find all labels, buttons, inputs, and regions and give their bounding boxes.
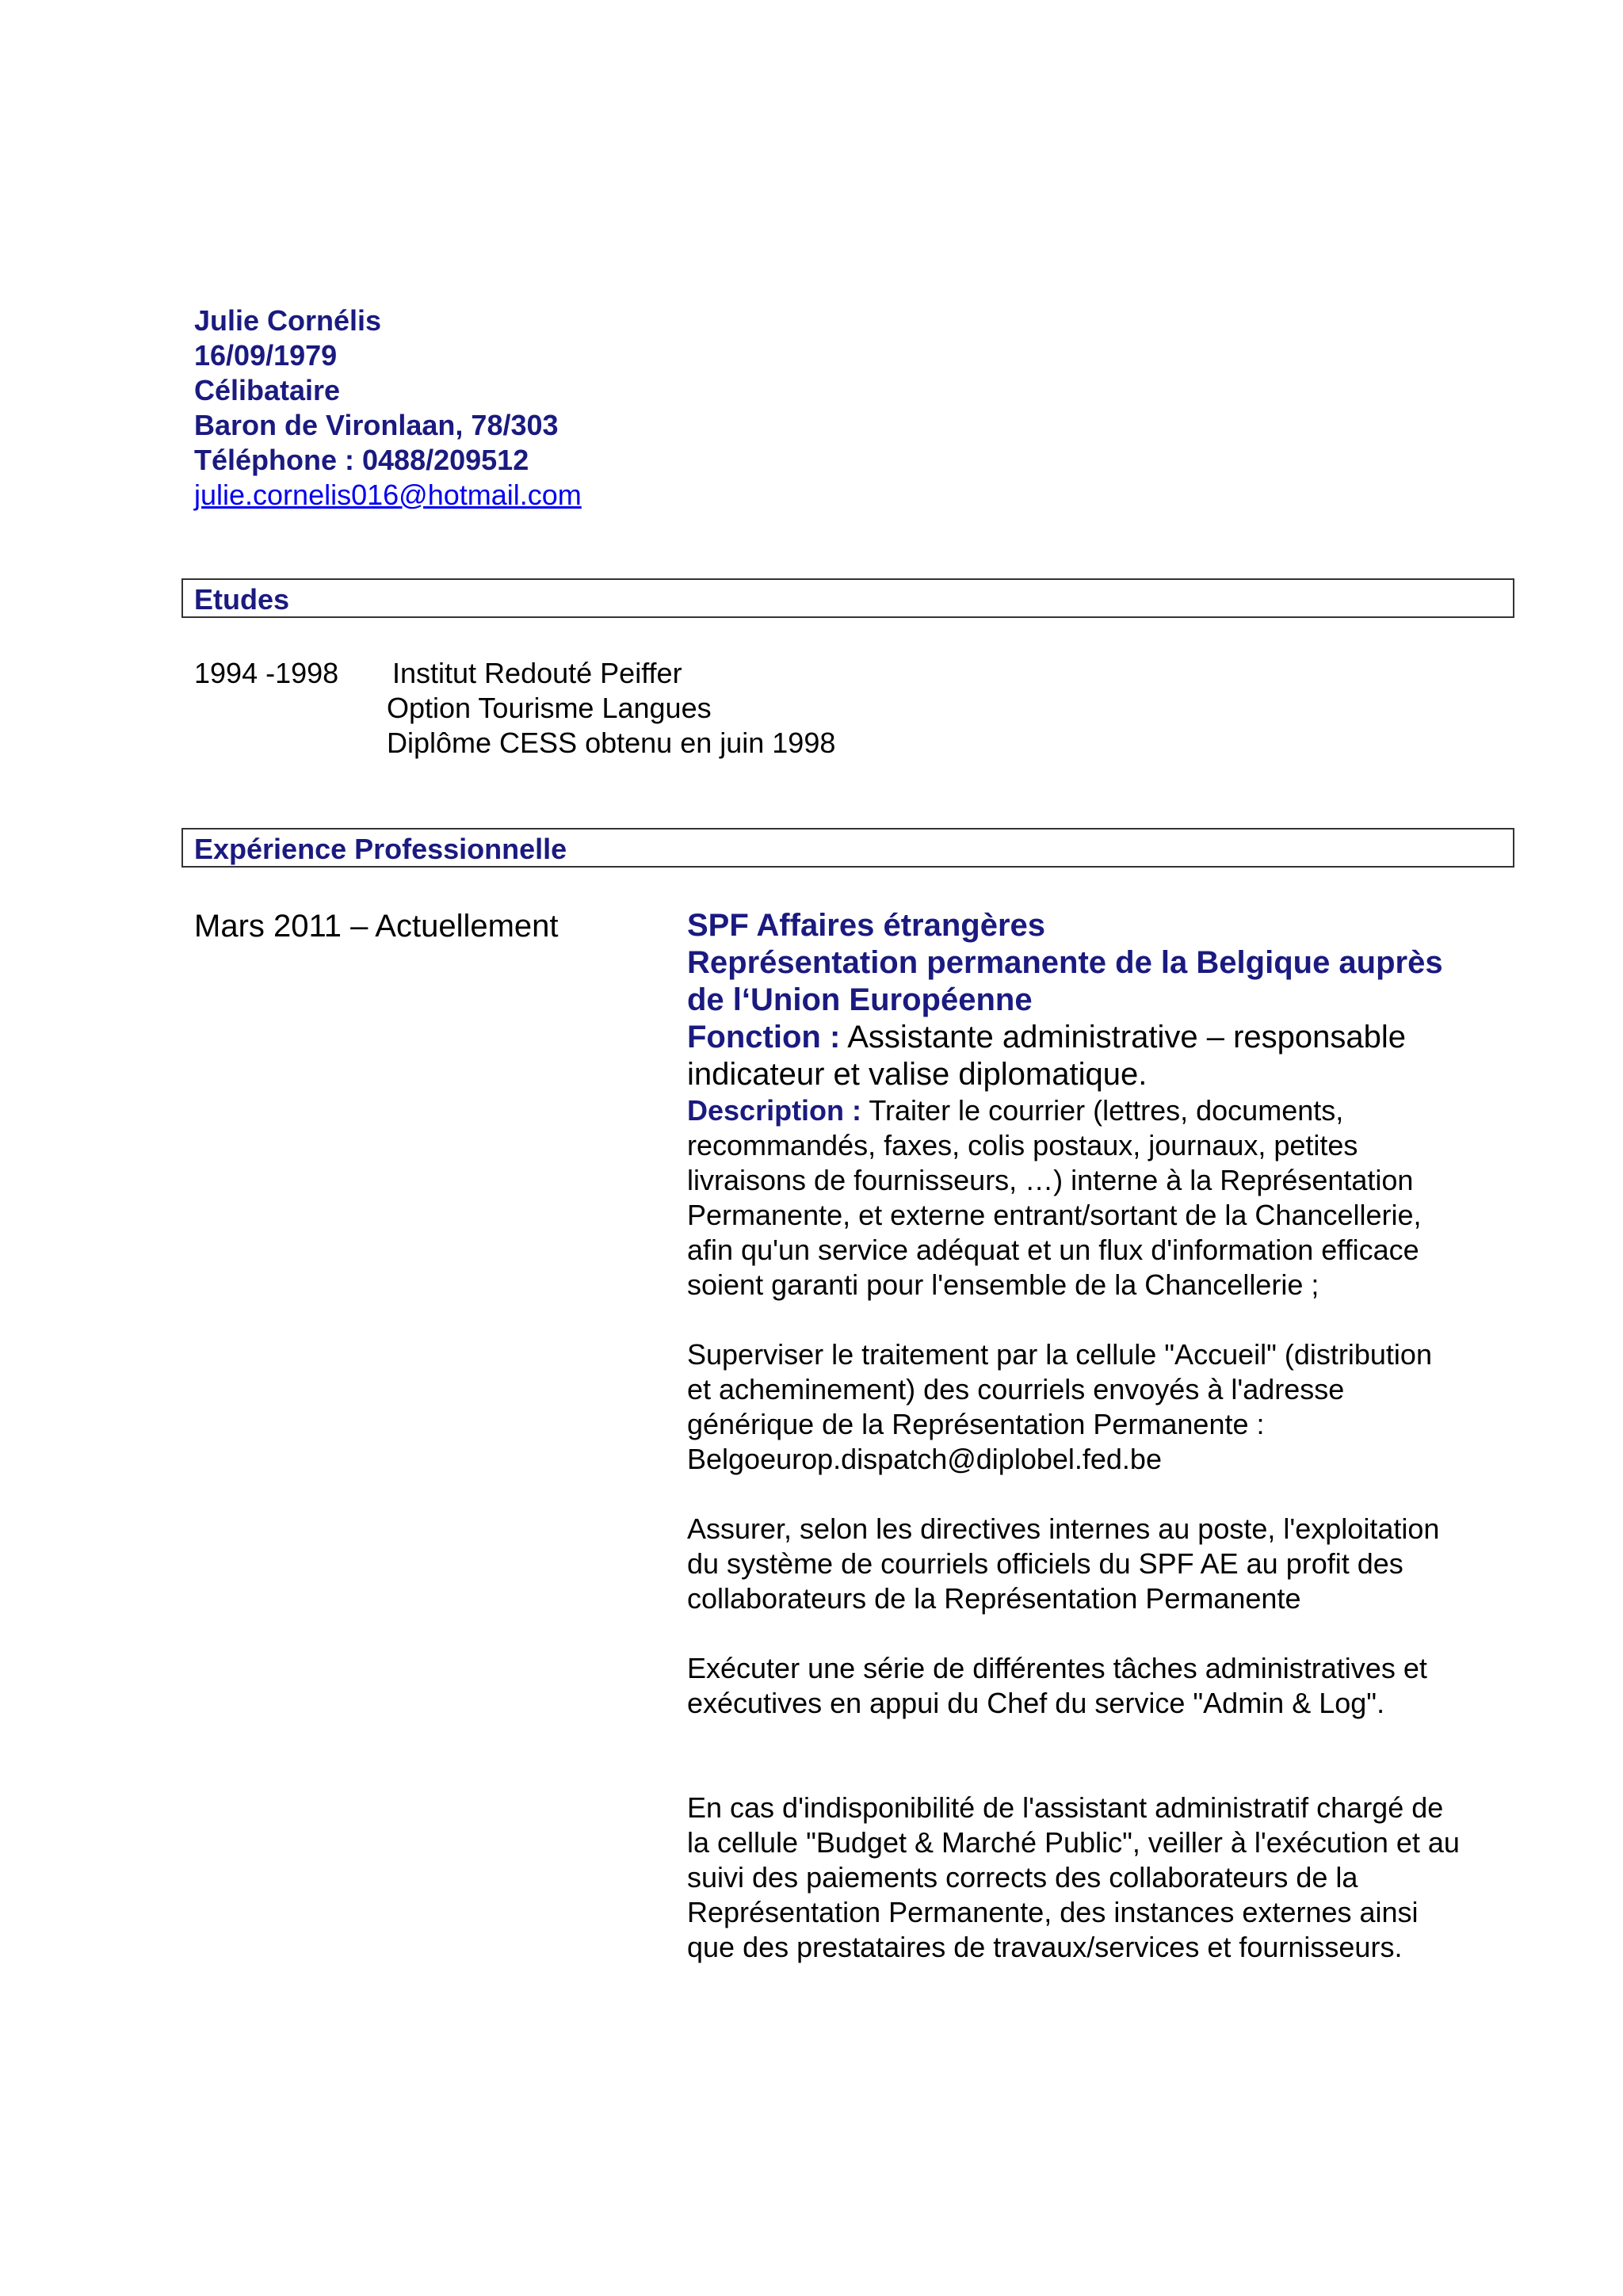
phone: Téléphone : 0488/209512 xyxy=(194,444,529,476)
task-paragraph: générique de la Représentation Permanente : xyxy=(687,1408,1265,1440)
task-paragraph: suivi des paiements corrects des collaborateurs de la xyxy=(687,1861,1358,1894)
task-paragraph: Représentation Permanente, des instances externes ainsi xyxy=(687,1896,1419,1928)
description-text: afin qu'un service adéquat et un flux d'information efficace xyxy=(687,1234,1419,1266)
task-paragraph: Belgoeurop.dispatch@diplobel.fed.be xyxy=(687,1443,1162,1475)
education-dates: 1994 -1998 xyxy=(194,657,339,689)
task-paragraph: En cas d'indisponibilité de l'assistant administratif chargé de xyxy=(687,1791,1444,1824)
education-option: Option Tourisme Langues xyxy=(387,692,712,724)
task-paragraph: exécutives en appui du Chef du service "Admin & Log". xyxy=(687,1687,1385,1719)
task-paragraph: collaborateurs de la Représentation Permanente xyxy=(687,1582,1301,1615)
education-school: Institut Redouté Peiffer xyxy=(392,657,682,689)
section-heading-experience xyxy=(181,828,1514,868)
task-paragraph: Assurer, selon les directives internes au poste, l'exploitation xyxy=(687,1512,1440,1545)
task-paragraph: Exécuter une série de différentes tâches administratives et xyxy=(687,1652,1427,1684)
description-text: Traiter le courrier (lettres, documents, xyxy=(861,1094,1344,1127)
contact-header xyxy=(194,303,987,513)
email-link[interactable]: julie.cornelis016@hotmail.com xyxy=(194,479,582,511)
section-title-experience: Expérience Professionnelle xyxy=(194,833,567,865)
experience-org: de l‘Union Européenne xyxy=(687,982,1033,1017)
experience-org: Représentation permanente de la Belgique auprès xyxy=(687,945,1443,980)
task-paragraph: Superviser le traitement par la cellule "Accueil" (distribution xyxy=(687,1338,1432,1371)
person-name: Julie Cornélis xyxy=(194,304,382,337)
fonction-text: indicateur et valise diplomatique. xyxy=(687,1057,1148,1092)
task-paragraph: du système de courriels officiels du SPF AE au profit des xyxy=(687,1547,1403,1580)
section-title-education: Etudes xyxy=(194,583,290,616)
marital-status: Célibataire xyxy=(194,374,341,406)
fonction-line xyxy=(687,1019,1511,1056)
fonction-text: Assistante administrative – responsable xyxy=(840,1020,1406,1055)
address: Baron de Vironlaan, 78/303 xyxy=(194,409,559,441)
description-label: Description : xyxy=(687,1094,862,1127)
task-paragraph: et acheminement) des courriels envoyés à l'adresse xyxy=(687,1373,1345,1405)
description-text: Permanente, et externe entrant/sortant de la Chancellerie, xyxy=(687,1199,1422,1231)
task-paragraph: la cellule "Budget & Marché Public", veiller à l'exécution et au xyxy=(687,1826,1460,1859)
birthdate: 16/09/1979 xyxy=(194,339,338,372)
description-line xyxy=(687,1093,1511,1128)
section-heading-education xyxy=(181,578,1514,618)
education-entry xyxy=(194,656,1304,761)
experience-details xyxy=(687,907,1511,1965)
description-text: soient garanti pour l'ensemble de la Chancellerie ; xyxy=(687,1268,1319,1301)
fonction-label: Fonction : xyxy=(687,1020,841,1055)
experience-org: SPF Affaires étrangères xyxy=(687,908,1046,943)
experience-dates: Mars 2011 – Actuellement xyxy=(194,909,559,944)
task-paragraph: que des prestataires de travaux/services et fournisseurs. xyxy=(687,1931,1403,1963)
education-diploma: Diplôme CESS obtenu en juin 1998 xyxy=(387,727,836,759)
description-text: livraisons de fournisseurs, …) interne à la Représentation xyxy=(687,1164,1414,1196)
description-text: recommandés, faxes, colis postaux, journaux, petites xyxy=(687,1129,1358,1161)
